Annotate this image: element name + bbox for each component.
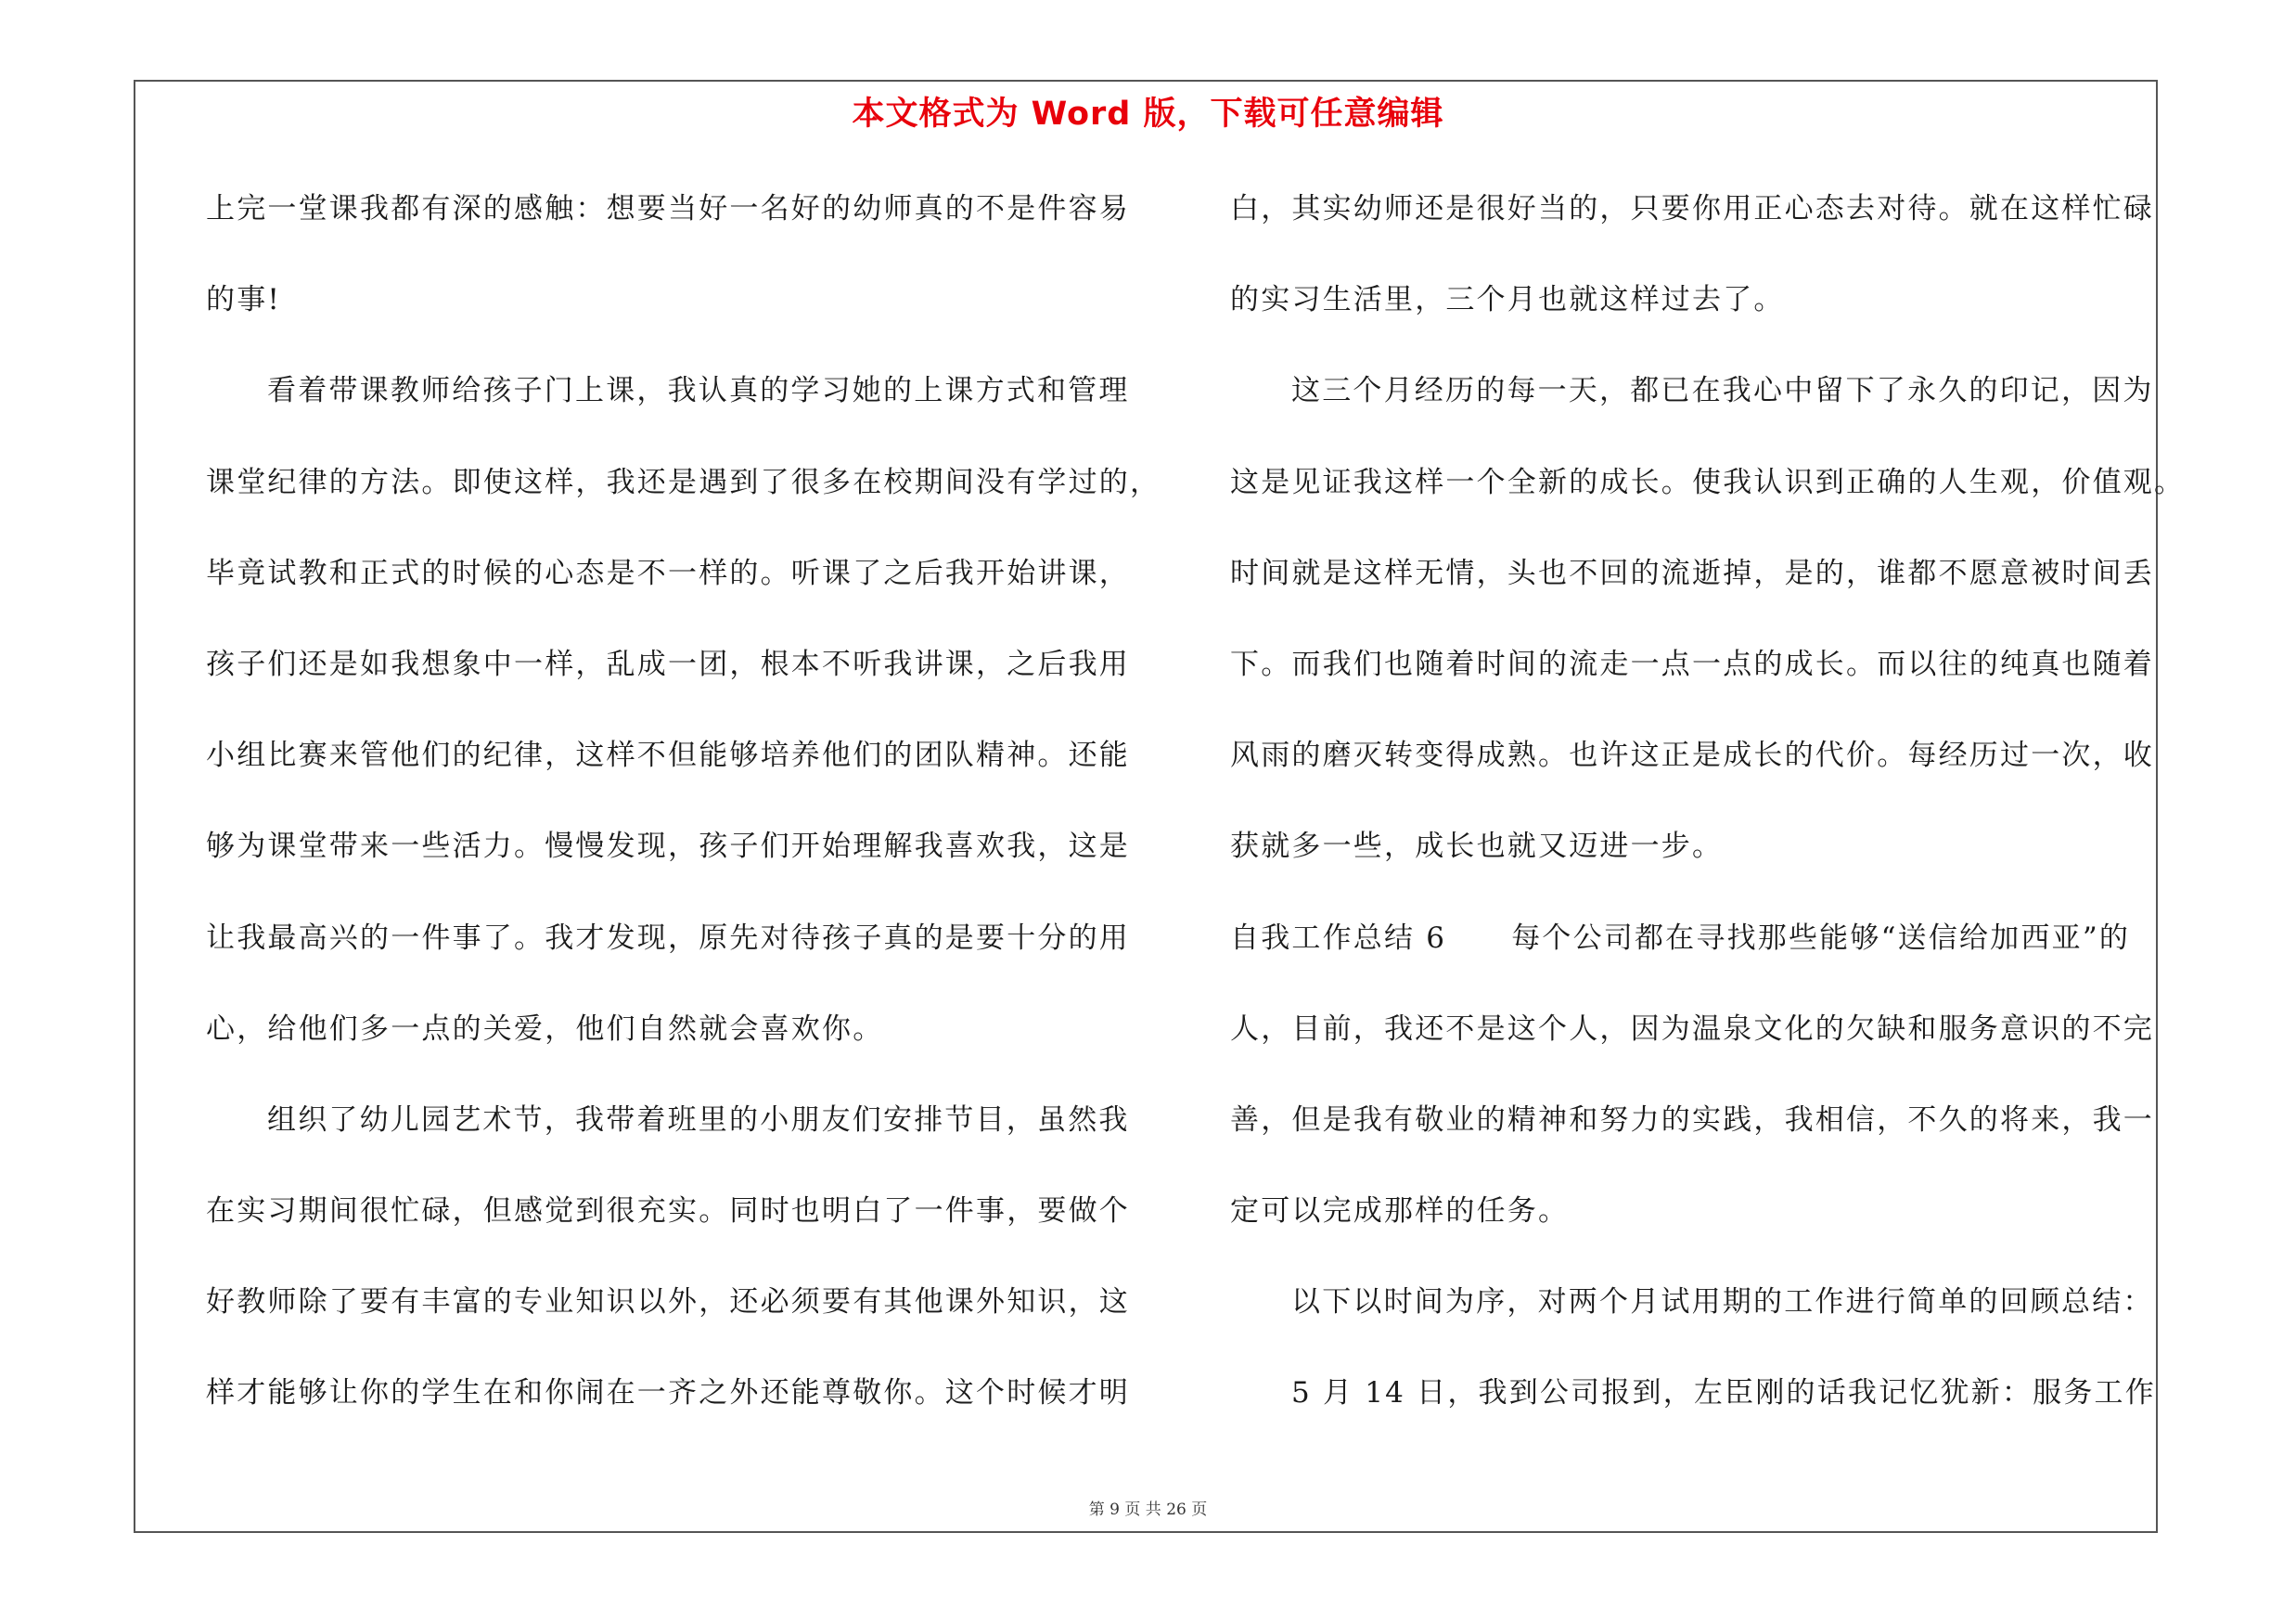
text-line: 白，其实幼师还是很好当的，只要你用正心态去对待。就在这样忙碌: [1230, 192, 2154, 225]
text-line: 的事!: [206, 283, 282, 317]
text-line: 样才能够让你的学生在和你闹在一齐之外还能尊敬你。这个时候才明: [206, 1376, 1130, 1410]
text-line: 够为课堂带来一些活力。慢慢发现，孩子们开始理解我喜欢我，这是: [206, 830, 1130, 864]
text-line: 毕竟试教和正式的时候的心态是不一样的。听课了之后我开始讲课，: [206, 556, 1130, 590]
text-line: 风雨的磨灭转变得成熟。也许这正是成长的代价。每经历过一次，收: [1230, 739, 2154, 773]
text-line-content: 每个公司都在寻找那些能够“送信给加西亚”的: [1511, 921, 2131, 955]
text-line: 善，但是我有敬业的精神和努力的实践，我相信，不久的将来，我一: [1230, 1102, 2154, 1137]
text-line: 这是见证我这样一个全新的成长。使我认识到正确的人生观，价值观。: [1230, 465, 2186, 499]
section-heading: 自我工作总结 6: [1230, 921, 1447, 955]
text-line: 人，目前，我还不是这个人，因为温泉文化的欠缺和服务意识的不完: [1230, 1011, 2154, 1046]
text-line: 时间就是这样无情，头也不回的流逝掉，是的，谁都不愿意被时间丢: [1230, 556, 2154, 590]
text-line: 下。而我们也随着时间的流走一点一点的成长。而以往的纯真也随着: [1230, 647, 2154, 681]
text-line: 定可以完成那样的任务。: [1230, 1194, 1570, 1229]
page-number: 第 9 页 共 26 页: [1088, 1501, 1208, 1519]
paragraph-start-line: 5 月 14 日，我到公司报到，左臣刚的话我记忆犹新：服务工作: [1291, 1376, 2156, 1410]
paragraph-start-line: 看着带课教师给孩子门上课，我认真的学习她的上课方式和管理: [267, 374, 1130, 408]
text-line: 心，给他们多一点的关爱，他们自然就会喜欢你。: [206, 1011, 884, 1046]
section-heading-line: [1230, 915, 2169, 1006]
text-line: 课堂纪律的方法。即使这样，我还是遇到了很多在校期间没有学过的，: [206, 465, 1161, 499]
text-line: 获就多一些，成长也就又迈进一步。: [1230, 830, 1724, 864]
right-text-column: [1230, 186, 2186, 1462]
text-line: 在实习期间很忙碌，但感觉到很充实。同时也明白了一件事，要做个: [206, 1194, 1130, 1229]
text-line: 小组比赛来管他们的纪律，这样不但能够培养他们的团队精神。还能: [206, 739, 1130, 773]
word-format-banner: 本文格式为 Word 版，下载可任意编辑: [852, 96, 1444, 133]
left-text-column: [206, 186, 1161, 1462]
text-line: 让我最高兴的一件事了。我才发现，原先对待孩子真的是要十分的用: [206, 921, 1130, 955]
text-line: 上完一堂课我都有深的感触：想要当好一名好的幼师真的不是件容易: [206, 192, 1130, 225]
paragraph-start-line: 这三个月经历的每一天，都已在我心中留下了永久的印记，因为: [1291, 374, 2154, 408]
text-line: 好教师除了要有丰富的专业知识以外，还必须要有其他课外知识，这: [206, 1285, 1130, 1320]
paragraph-start-line: 组织了幼儿园艺术节，我带着班里的小朋友们安排节目，虽然我: [267, 1102, 1130, 1137]
text-line: 孩子们还是如我想象中一样，乱成一团，根本不听我讲课，之后我用: [206, 647, 1130, 681]
paragraph-start-line: 以下以时间为序，对两个月试用期的工作进行简单的回顾总结：: [1291, 1285, 2154, 1320]
text-line: 的实习生活里，三个月也就这样过去了。: [1230, 283, 1785, 317]
